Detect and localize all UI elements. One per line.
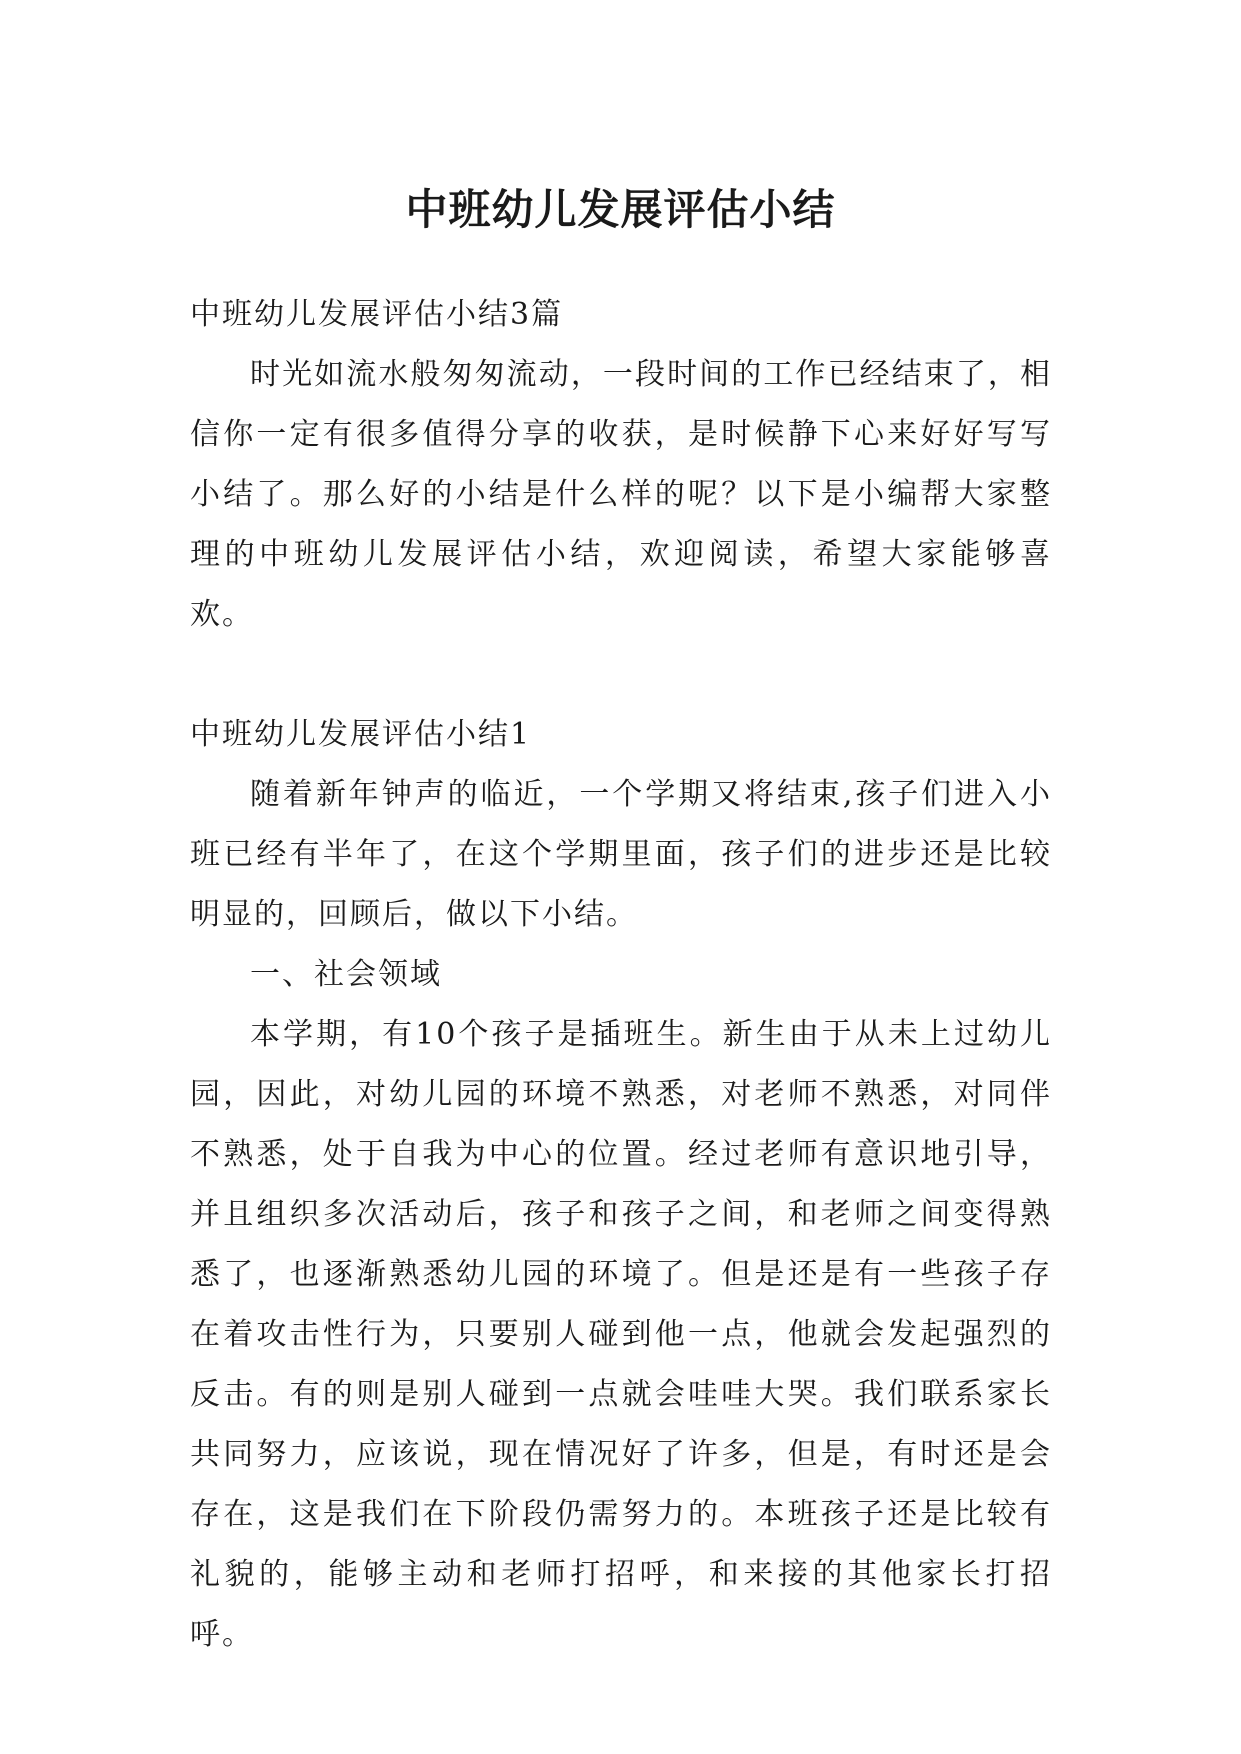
section-heading: 中班幼儿发展评估小结1 [190, 717, 532, 752]
document-subtitle: 中班幼儿发展评估小结3篇 [190, 297, 564, 332]
body-paragraph: 随着新年钟声的临近，一个学期又将结束,孩子们进入小班已经有半年了，在这个学期里面，孩子们的进步还是比较明显的，回顾后，做以下小结。 [190, 777, 1052, 932]
intro-paragraph: 时光如流水般匆匆流动，一段时间的工作已经结束了，相信你一定有很多值得分享的收获，是时候静下心来好好写写小结了。那么好的小结是什么样的呢？以下是小编帮大家整理的中班幼儿发展评估小结，欢迎阅读，希望大家能够喜欢。 [190, 357, 1052, 632]
document-body [190, 285, 1052, 1665]
subsection-heading: 一、社会领域 [250, 957, 442, 992]
document-title: 中班幼儿发展评估小结 [405, 185, 836, 235]
paragraph-spacer [190, 645, 1052, 705]
body-paragraph: 本学期，有10个孩子是插班生。新生由于从未上过幼儿园，因此，对幼儿园的环境不熟悉，对老师不熟悉，对同伴不熟悉，处于自我为中心的位置。经过老师有意识地引导，并且组织多次活动后，孩子和孩子之间，和老师之间变得熟悉了，也逐渐熟悉幼儿园的环境了。但是还是有一些孩子存在着攻击性行为，只要别人碰到他一点，他就会发起强烈的反击。有的则是别人碰到一点就会哇哇大哭。我们联系家长共同努力，应该说，现在情况好了许多，但是，有时还是会存在，这是我们在下阶段仍需努力的。本班孩子还是比较有礼貌的，能够主动和老师打招呼，和来接的其他家长打招呼。 [190, 1017, 1052, 1652]
